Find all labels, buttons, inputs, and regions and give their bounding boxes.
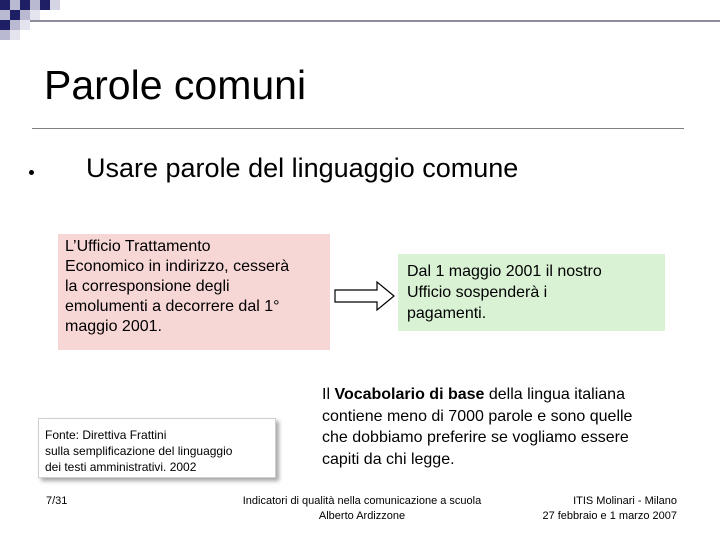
vocabulary-prefix: Il bbox=[322, 386, 335, 403]
footer-institution: ITIS Molinari - Milano bbox=[573, 495, 677, 507]
bureaucratic-line: Economico in indirizzo, cesserà bbox=[65, 258, 290, 275]
corner-checker-decoration bbox=[0, 0, 80, 50]
plain-language-box bbox=[398, 254, 665, 331]
title-rule bbox=[32, 128, 684, 129]
right-arrow-icon bbox=[334, 280, 396, 312]
vocabulary-line: contiene meno di 7000 parole e sono quelle bbox=[322, 407, 633, 425]
footer-right bbox=[500, 494, 677, 524]
vocabulary-note bbox=[322, 384, 682, 470]
footer-course-title: Indicatori di qualità nella comunicazione a scuola bbox=[242, 495, 482, 507]
vocabulary-line bbox=[322, 384, 682, 406]
vocabulary-suffix: della lingua italiana bbox=[484, 386, 625, 403]
page-number: 7/31 bbox=[46, 495, 68, 507]
source-line: dei testi amministrativi. 2002 bbox=[45, 460, 197, 474]
bureaucratic-line: maggio 2001. bbox=[65, 318, 162, 335]
footer-author: Alberto Ardizzone bbox=[318, 510, 406, 522]
footer-dates: 27 febbraio e 1 marzo 2007 bbox=[542, 510, 677, 522]
bureaucratic-line: la corresponsione degli bbox=[65, 278, 230, 295]
bureaucratic-example-box bbox=[58, 234, 330, 350]
bullet-text: Usare parole del linguaggio comune bbox=[86, 153, 519, 183]
plain-language-line: Dal 1 maggio 2001 il nostro bbox=[407, 263, 602, 280]
footer-center bbox=[212, 494, 512, 524]
bureaucratic-line: emolumenti a decorrere dal 1° bbox=[65, 298, 280, 315]
bureaucratic-line: L’Ufficio Trattamento bbox=[65, 238, 211, 255]
bullet-icon bbox=[29, 170, 34, 175]
plain-language-line: pagamenti. bbox=[407, 305, 487, 322]
plain-language-line: Ufficio sospenderà i bbox=[407, 284, 548, 301]
header-divider bbox=[30, 20, 720, 22]
vocabulary-line: capiti da chi legge. bbox=[322, 450, 455, 468]
vocabulary-bold-term: Vocabolario di base bbox=[334, 386, 485, 403]
vocabulary-line: che dobbiamo preferire se vogliamo essere bbox=[322, 429, 629, 446]
source-note-box bbox=[38, 418, 276, 478]
source-line: sulla semplificazione del linguaggio bbox=[45, 444, 233, 458]
source-line: Fonte: Direttiva Frattini bbox=[45, 428, 167, 442]
slide-title: Parole comuni bbox=[44, 62, 307, 108]
